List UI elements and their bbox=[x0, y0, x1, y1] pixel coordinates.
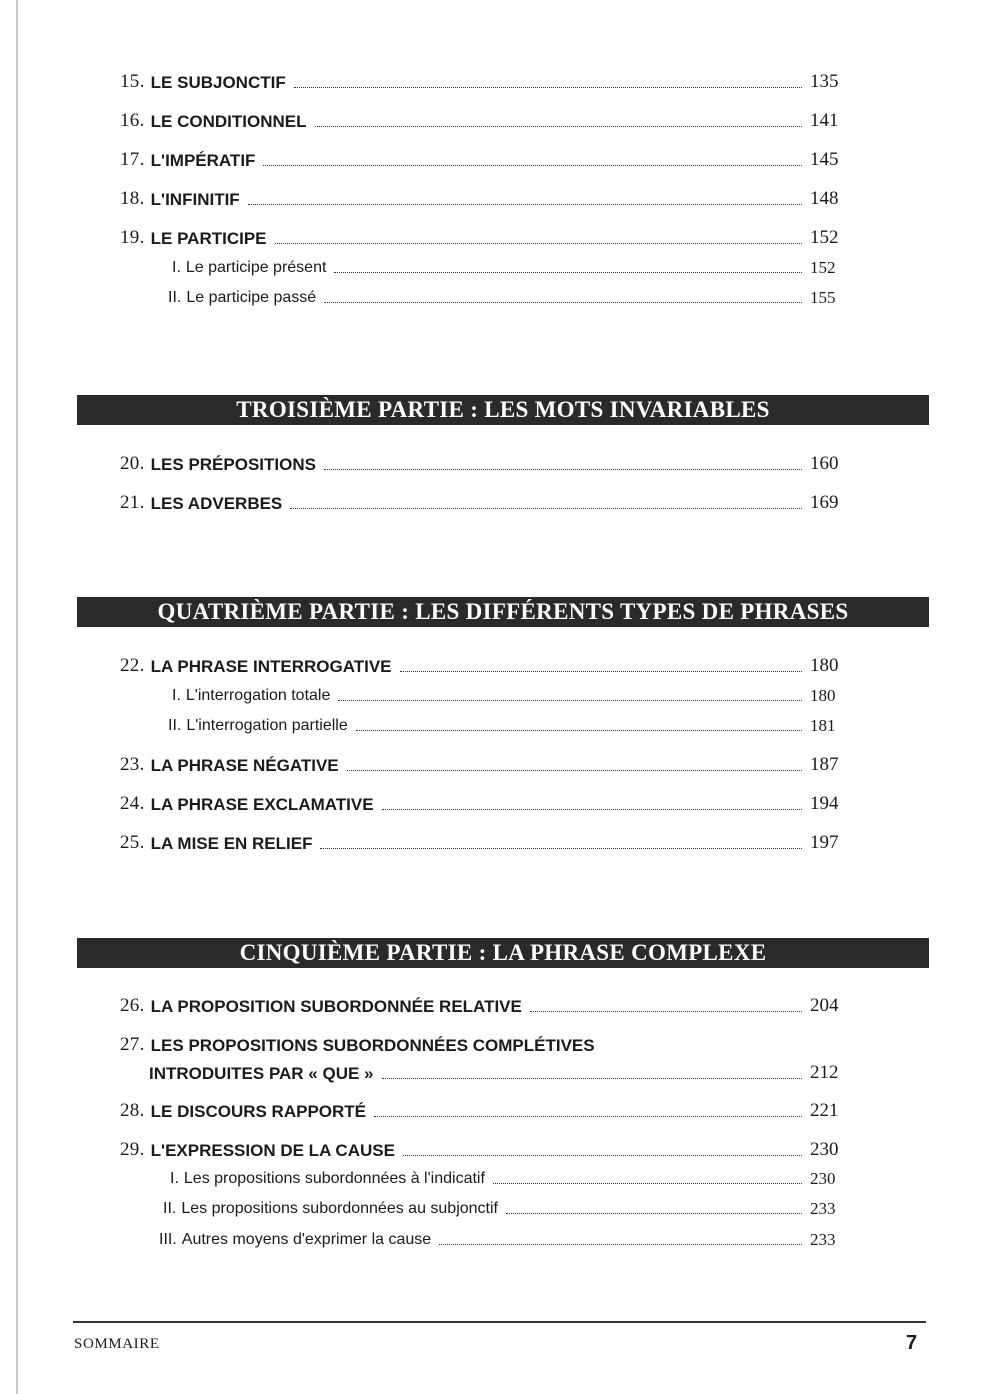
dot-leader bbox=[356, 730, 802, 731]
toc-entry-27-line1[interactable] bbox=[120, 1035, 848, 1054]
entry-number: 16. bbox=[120, 110, 145, 131]
dot-leader bbox=[338, 700, 802, 701]
dot-leader bbox=[347, 770, 802, 771]
subentry-number: I. bbox=[172, 687, 181, 704]
entry-number: 22. bbox=[120, 655, 145, 676]
footer-label: SOMMAIRE bbox=[74, 1336, 160, 1352]
entry-number: 29. bbox=[120, 1139, 145, 1160]
dot-leader bbox=[294, 87, 802, 88]
entry-title: LE PARTICIPE bbox=[150, 229, 267, 248]
entry-title: LES PRÉPOSITIONS bbox=[150, 455, 316, 474]
dot-leader bbox=[248, 204, 802, 205]
subentry-page: 230 bbox=[810, 1169, 836, 1188]
dot-leader bbox=[382, 809, 802, 810]
entry-number: 19. bbox=[120, 227, 145, 248]
entry-title: LA PROPOSITION SUBORDONNÉE RELATIVE bbox=[150, 997, 522, 1016]
subentry-page: 155 bbox=[810, 288, 836, 307]
subentry-title: Autres moyens d'exprimer la cause bbox=[181, 1231, 432, 1248]
entry-title: LES ADVERBES bbox=[150, 494, 283, 513]
entry-number: 17. bbox=[120, 149, 145, 170]
entry-title: LE CONDITIONNEL bbox=[150, 112, 307, 131]
entry-number: 15. bbox=[120, 71, 145, 92]
page-binding-edge bbox=[16, 0, 18, 1394]
entry-title: LA MISE EN RELIEF bbox=[150, 834, 313, 853]
subentry-number: II. bbox=[168, 289, 182, 306]
toc-entry-16[interactable] bbox=[120, 111, 848, 130]
entry-title: LA PHRASE NÉGATIVE bbox=[150, 756, 339, 775]
toc-entry-19[interactable] bbox=[120, 228, 848, 247]
entry-page: 141 bbox=[810, 110, 839, 131]
footer-page-number: 7 bbox=[906, 1332, 918, 1354]
toc-entry-18[interactable] bbox=[120, 189, 848, 208]
entry-number: 20. bbox=[120, 453, 145, 474]
dot-leader bbox=[324, 469, 802, 470]
entry-number: 28. bbox=[120, 1100, 145, 1121]
toc-entry-25[interactable] bbox=[120, 833, 848, 852]
entry-title: LES PROPOSITIONS SUBORDONNÉES COMPLÉTIVES bbox=[150, 1036, 595, 1055]
part-3-heading: TROISIÈME PARTIE : LES MOTS INVARIABLES bbox=[77, 395, 929, 425]
entry-page: 204 bbox=[810, 995, 839, 1016]
subentry-title: Le participe passé bbox=[186, 289, 317, 306]
entry-title: L'INFINITIF bbox=[150, 190, 240, 209]
toc-subentry-22-2[interactable] bbox=[168, 717, 848, 734]
entry-title: LA PHRASE EXCLAMATIVE bbox=[150, 795, 374, 814]
entry-number: 24. bbox=[120, 793, 145, 814]
entry-title-continued: INTRODUITES PAR « QUE » bbox=[149, 1064, 374, 1083]
toc-subentry-29-1[interactable] bbox=[170, 1170, 848, 1187]
subentry-number: III. bbox=[159, 1231, 177, 1248]
subentry-number: I. bbox=[170, 1170, 179, 1187]
subentry-title: Les propositions subordonnées à l'indicatif bbox=[183, 1170, 485, 1187]
entry-page: 212 bbox=[810, 1062, 839, 1083]
dot-leader bbox=[374, 1116, 802, 1117]
entry-page: 152 bbox=[810, 227, 839, 248]
entry-number: 23. bbox=[120, 754, 145, 775]
entry-number: 27. bbox=[120, 1034, 145, 1055]
entry-page: 180 bbox=[810, 655, 839, 676]
dot-leader bbox=[506, 1213, 802, 1214]
subentry-title: Les propositions subordonnées au subjonctif bbox=[181, 1200, 498, 1217]
entry-page: 197 bbox=[810, 832, 839, 853]
subentry-page: 180 bbox=[810, 686, 836, 705]
toc-entry-20[interactable] bbox=[120, 454, 848, 473]
toc-subentry-29-3[interactable] bbox=[159, 1231, 848, 1248]
entry-number: 25. bbox=[120, 832, 145, 853]
entry-title: LE DISCOURS RAPPORTÉ bbox=[150, 1102, 367, 1121]
subentry-page: 152 bbox=[810, 258, 836, 277]
dot-leader bbox=[439, 1244, 802, 1245]
subentry-title: Le participe présent bbox=[185, 259, 327, 276]
entry-title: LA PHRASE INTERROGATIVE bbox=[150, 657, 392, 676]
entry-title: LE SUBJONCTIF bbox=[150, 73, 286, 92]
toc-entry-24[interactable] bbox=[120, 794, 848, 813]
dot-leader bbox=[320, 848, 802, 849]
subentry-number: II. bbox=[163, 1200, 177, 1217]
toc-subentry-19-1[interactable] bbox=[172, 259, 848, 276]
dot-leader bbox=[315, 126, 803, 127]
entry-page: 160 bbox=[810, 453, 839, 474]
toc-entry-27-line2[interactable] bbox=[149, 1063, 848, 1082]
entry-page: 135 bbox=[810, 71, 839, 92]
entry-page: 230 bbox=[810, 1139, 839, 1160]
dot-leader bbox=[530, 1011, 802, 1012]
entry-number: 21. bbox=[120, 492, 145, 513]
entry-title: L'IMPÉRATIF bbox=[150, 151, 256, 170]
entry-page: 148 bbox=[810, 188, 839, 209]
dot-leader bbox=[400, 671, 802, 672]
entry-number: 26. bbox=[120, 995, 145, 1016]
entry-title: L'EXPRESSION DE LA CAUSE bbox=[150, 1141, 395, 1160]
dot-leader bbox=[290, 508, 802, 509]
subentry-number: II. bbox=[168, 717, 182, 734]
toc-entry-29[interactable] bbox=[120, 1140, 848, 1159]
toc-entry-21[interactable] bbox=[120, 493, 848, 512]
toc-entry-15[interactable] bbox=[120, 72, 848, 91]
toc-subentry-29-2[interactable] bbox=[163, 1200, 848, 1217]
entry-page: 145 bbox=[810, 149, 839, 170]
toc-entry-23[interactable] bbox=[120, 755, 848, 774]
subentry-number: I. bbox=[172, 259, 181, 276]
subentry-title: L'interrogation partielle bbox=[186, 717, 348, 734]
footer-rule bbox=[73, 1321, 926, 1323]
toc-entry-26[interactable] bbox=[120, 996, 848, 1015]
part-4-heading: QUATRIÈME PARTIE : LES DIFFÉRENTS TYPES DE PHRASES bbox=[77, 597, 929, 627]
toc-subentry-22-1[interactable] bbox=[172, 687, 848, 704]
dot-leader bbox=[382, 1078, 803, 1079]
dot-leader bbox=[275, 243, 802, 244]
toc-subentry-19-2[interactable] bbox=[168, 289, 848, 306]
dot-leader bbox=[263, 165, 802, 166]
dot-leader bbox=[403, 1155, 802, 1156]
entry-page: 221 bbox=[810, 1100, 839, 1121]
subentry-title: L'interrogation totale bbox=[185, 687, 331, 704]
toc-entry-17[interactable] bbox=[120, 150, 848, 169]
toc-entry-28[interactable] bbox=[120, 1101, 848, 1120]
entry-page: 187 bbox=[810, 754, 839, 775]
dot-leader bbox=[324, 302, 802, 303]
subentry-page: 233 bbox=[810, 1199, 836, 1218]
subentry-page: 233 bbox=[810, 1230, 836, 1249]
part-5-heading: CINQUIÈME PARTIE : LA PHRASE COMPLEXE bbox=[77, 938, 929, 968]
subentry-page: 181 bbox=[810, 716, 836, 735]
dot-leader bbox=[334, 272, 802, 273]
entry-page: 169 bbox=[810, 492, 839, 513]
toc-entry-22[interactable] bbox=[120, 656, 848, 675]
entry-page: 194 bbox=[810, 793, 839, 814]
entry-number: 18. bbox=[120, 188, 145, 209]
dot-leader bbox=[493, 1183, 802, 1184]
